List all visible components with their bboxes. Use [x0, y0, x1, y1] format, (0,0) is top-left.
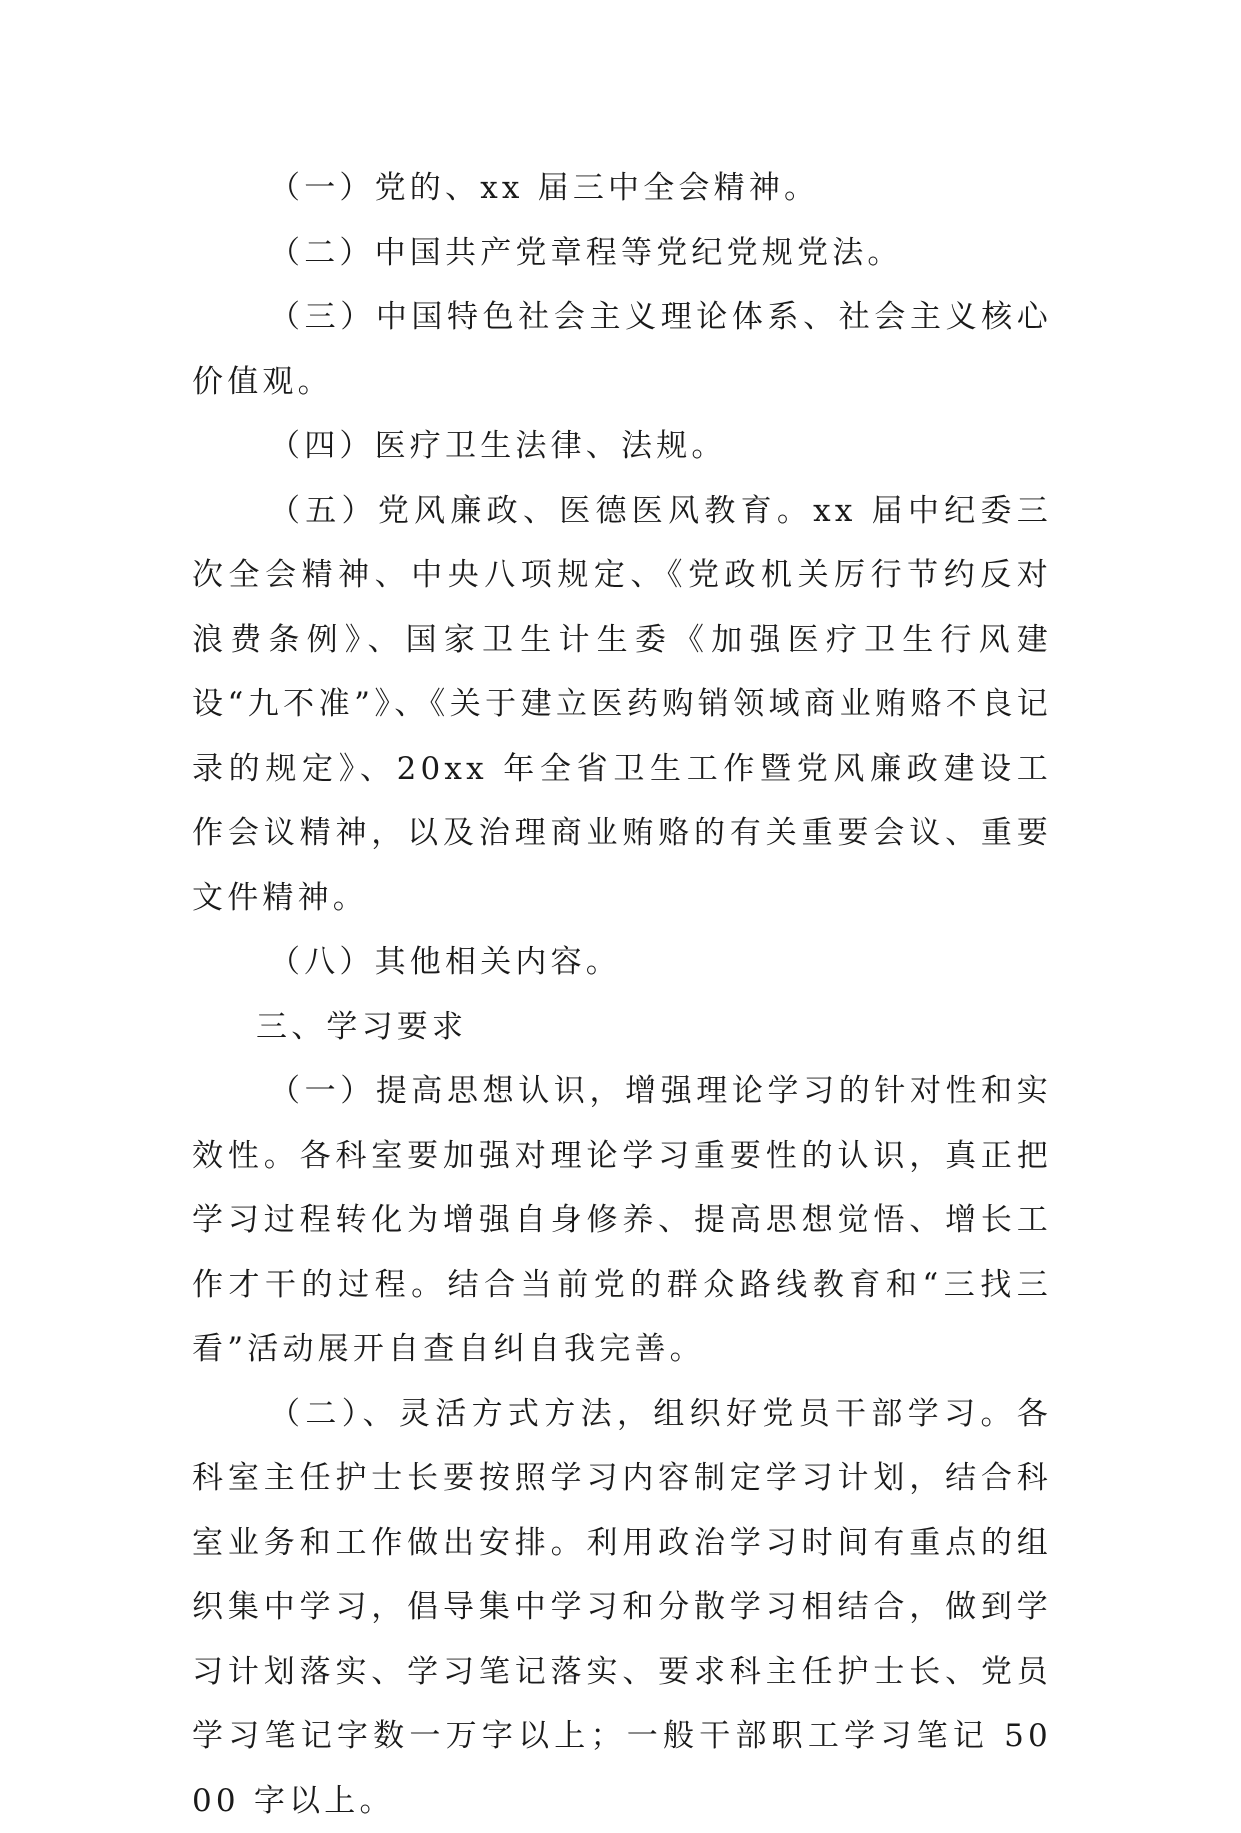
paragraph-item-3: （三）中国特色社会主义理论体系、社会主义核心价值观。	[192, 285, 1052, 414]
requirement-1: （一）提高思想认识，增强理论学习的针对性和实效性。各科室要加强对理论学习重要性的认识，真正把学习过程转化为增强自身修养、提高思想觉悟、增长工作才干的过程。结合当前党的群众路线教育和“三找三看”活动展开自查自纠自我完善。	[192, 1059, 1052, 1382]
paragraph-item-8: （八）其他相关内容。	[192, 930, 1052, 995]
paragraph-item-2: （二）中国共产党章程等党纪党规党法。	[192, 221, 1052, 286]
section-heading: 三、学习要求	[192, 995, 1052, 1060]
document-body	[192, 156, 1052, 1833]
paragraph-item-1: （一）党的、xx 届三中全会精神。	[192, 156, 1052, 221]
paragraph-item-5: （五）党风廉政、医德医风教育。xx 届中纪委三次全会精神、中央八项规定、《党政机关厉行节约反对浪费条例》、国家卫生计生委《加强医疗卫生行风建设“九不准”》、《关于建立医药购销领域商业贿赂不良记录的规定》、20xx 年全省卫生工作暨党风廉政建设工作会议精神，以及治理商业贿赂的有关重要会议、重要文件精神。	[192, 479, 1052, 931]
paragraph-item-4: （四）医疗卫生法律、法规。	[192, 414, 1052, 479]
requirement-2: （二）、灵活方式方法，组织好党员干部学习。各科室主任护士长要按照学习内容制定学习计划，结合科室业务和工作做出安排。利用政治学习时间有重点的组织集中学习，倡导集中学习和分散学习相结合，做到学习计划落实、学习笔记落实、要求科主任护士长、党员学习笔记字数一万字以上；一般干部职工学习笔记 5000 字以上。	[192, 1382, 1052, 1833]
